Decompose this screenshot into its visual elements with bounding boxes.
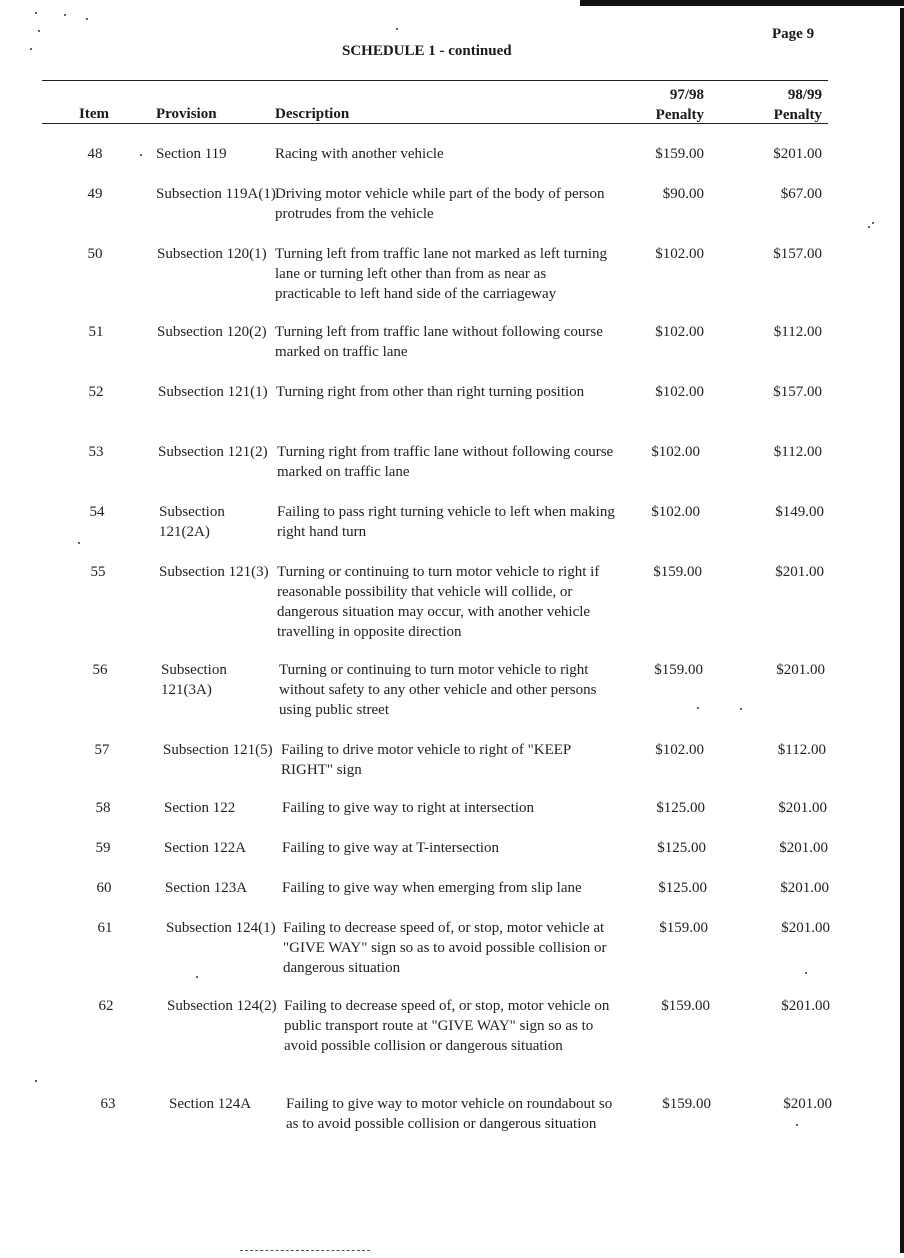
row-description: Failing to decrease speed of, or stop, motor vehicle at "GIVE WAY" sign so as to avoid possible collision or dangerous situation — [283, 920, 607, 976]
row-penalty-9899: $112.00 — [773, 444, 822, 460]
scan-speck — [740, 708, 742, 710]
row-provision: Subsection 119A(1) — [156, 186, 276, 202]
row-provision: Subsection 121(5) — [163, 742, 273, 758]
row-description: Driving motor vehicle while part of the body of person protrudes from the vehicle — [275, 186, 605, 222]
row-item-number: 61 — [97, 920, 113, 936]
row-penalty-9899: $201.00 — [783, 1096, 832, 1112]
row-penalty-9899: $67.00 — [780, 186, 822, 202]
row-item-number: 56 — [92, 662, 108, 678]
scan-speck — [64, 14, 66, 16]
row-provision: Subsection 120(1) — [157, 246, 267, 262]
row-penalty-9899: $149.00 — [775, 504, 824, 520]
header-penalty-9899 — [738, 85, 822, 125]
row-item-number: 54 — [89, 504, 105, 520]
scan-speck — [35, 1080, 37, 1082]
scan-edge-right — [900, 8, 904, 1253]
row-penalty-9798: $125.00 — [657, 840, 706, 856]
row-description: Failing to pass right turning vehicle to left when making right hand turn — [277, 504, 615, 540]
row-penalty-9798: $125.00 — [658, 880, 707, 896]
row-provision: Subsection 120(2) — [157, 324, 267, 340]
header-bottom-rule — [42, 123, 828, 124]
row-item-number: 52 — [88, 384, 104, 400]
row-description: Turning or continuing to turn motor vehicle to right without safety to any other vehicle and other persons using public street — [279, 662, 597, 718]
row-penalty-9899: $201.00 — [781, 998, 830, 1014]
row-item-number: 50 — [87, 246, 103, 262]
row-provision: Subsection 124(2) — [167, 998, 277, 1014]
scan-speck — [872, 222, 874, 224]
row-penalty-9899: $201.00 — [781, 920, 830, 936]
row-item-number: 59 — [95, 840, 111, 856]
row-provision: Subsection 121(3A) — [161, 662, 227, 698]
row-description: Turning left from traffic lane not marked as left turning lane or turning left other than from as near as practicable to left hand side of the carriageway — [275, 246, 607, 302]
table-top-rule — [42, 80, 828, 81]
header-penalty-9899-year: 98/99 — [787, 87, 822, 103]
page-number: Page 9 — [772, 26, 815, 42]
row-item-number: 63 — [100, 1096, 116, 1112]
row-penalty-9798: $159.00 — [661, 998, 710, 1014]
row-penalty-9798: $125.00 — [656, 800, 705, 816]
header-penalty-9798-label: Penalty — [655, 107, 704, 123]
row-provision: Section 122A — [164, 840, 247, 856]
row-provision: Section 122 — [164, 800, 236, 816]
row-penalty-9798: $102.00 — [655, 384, 704, 400]
row-penalty-9899: $201.00 — [773, 146, 822, 162]
row-penalty-9899: $201.00 — [775, 564, 824, 580]
row-description: Failing to give way when emerging from slip lane — [282, 880, 582, 896]
scan-speck — [140, 154, 142, 156]
scan-speck — [805, 972, 807, 974]
header-provision: Provision — [156, 106, 217, 122]
scan-speck — [30, 48, 32, 50]
scan-speck — [697, 707, 699, 709]
row-description: Turning left from traffic lane without following course marked on traffic lane — [275, 324, 603, 360]
header-penalty-9899-label: Penalty — [773, 107, 822, 123]
scan-edge-top — [580, 0, 904, 6]
row-item-number: 57 — [94, 742, 110, 758]
header-item: Item — [79, 106, 109, 122]
row-item-number: 60 — [96, 880, 112, 896]
row-item-number: 53 — [88, 444, 104, 460]
scan-speck — [396, 28, 398, 30]
row-item-number: 62 — [98, 998, 114, 1014]
row-description: Racing with another vehicle — [275, 146, 444, 162]
header-penalty-9798 — [620, 85, 704, 125]
row-description: Failing to give way to motor vehicle on roundabout so as to avoid possible collision or dangerous situation — [286, 1096, 613, 1132]
row-description: Turning right from other than right turning position — [276, 384, 585, 400]
row-provision: Subsection 121(3) — [159, 564, 269, 580]
row-penalty-9798: $102.00 — [655, 324, 704, 340]
row-penalty-9798: $102.00 — [655, 246, 704, 262]
row-item-number: 48 — [87, 146, 103, 162]
header-penalty-9798-year: 97/98 — [669, 87, 704, 103]
row-penalty-9899: $112.00 — [773, 324, 822, 340]
row-description: Failing to give way to right at intersection — [282, 800, 535, 816]
scan-speck — [796, 1124, 798, 1126]
row-penalty-9899: $201.00 — [778, 800, 827, 816]
row-item-number: 49 — [87, 186, 103, 202]
row-item-number: 58 — [95, 800, 111, 816]
row-provision: Subsection 124(1) — [166, 920, 276, 936]
row-penalty-9899: $112.00 — [777, 742, 826, 758]
scan-speck — [78, 542, 80, 544]
row-penalty-9798: $102.00 — [651, 504, 700, 520]
scan-speck — [35, 12, 37, 14]
header-description: Description — [275, 106, 350, 122]
row-penalty-9899: $157.00 — [773, 384, 822, 400]
row-penalty-9899: $157.00 — [773, 246, 822, 262]
row-penalty-9798: $159.00 — [654, 662, 703, 678]
row-provision: Section 124A — [169, 1096, 252, 1112]
row-penalty-9798: $102.00 — [651, 444, 700, 460]
row-description: Turning or continuing to turn motor vehicle to right if reasonable possibility that vehicle will collide, or dangerous situation may occur, with another vehicle travelling in opposite direction — [277, 564, 600, 640]
row-penalty-9899: $201.00 — [776, 662, 825, 678]
row-penalty-9899: $201.00 — [779, 840, 828, 856]
row-description: Failing to decrease speed of, or stop, motor vehicle on public transport route at "GIVE WAY" sign so as to avoid possible collision or dangerous situation — [284, 998, 610, 1054]
scan-speck — [86, 18, 88, 20]
row-penalty-9798: $159.00 — [653, 564, 702, 580]
row-item-number: 55 — [90, 564, 106, 580]
row-description: Turning right from traffic lane without following course marked on traffic lane — [277, 444, 614, 480]
row-provision: Subsection 121(2A) — [159, 504, 225, 540]
schedule-title: SCHEDULE 1 - continued — [342, 43, 512, 59]
scan-artifact-line — [240, 1250, 370, 1251]
row-penalty-9798: $90.00 — [662, 186, 704, 202]
scan-speck — [38, 30, 40, 32]
row-penalty-9798: $159.00 — [655, 146, 704, 162]
row-description: Failing to give way at T-intersection — [282, 840, 500, 856]
row-provision: Subsection 121(1) — [158, 384, 268, 400]
row-item-number: 51 — [88, 324, 104, 340]
scan-speck — [868, 226, 870, 228]
row-provision: Section 123A — [165, 880, 248, 896]
row-provision: Section 119 — [156, 146, 227, 162]
scan-speck — [196, 976, 198, 978]
row-description: Failing to drive motor vehicle to right of "KEEP RIGHT" sign — [281, 742, 571, 778]
row-penalty-9798: $159.00 — [662, 1096, 711, 1112]
row-penalty-9899: $201.00 — [780, 880, 829, 896]
row-penalty-9798: $159.00 — [659, 920, 708, 936]
row-provision: Subsection 121(2) — [158, 444, 268, 460]
row-penalty-9798: $102.00 — [655, 742, 704, 758]
